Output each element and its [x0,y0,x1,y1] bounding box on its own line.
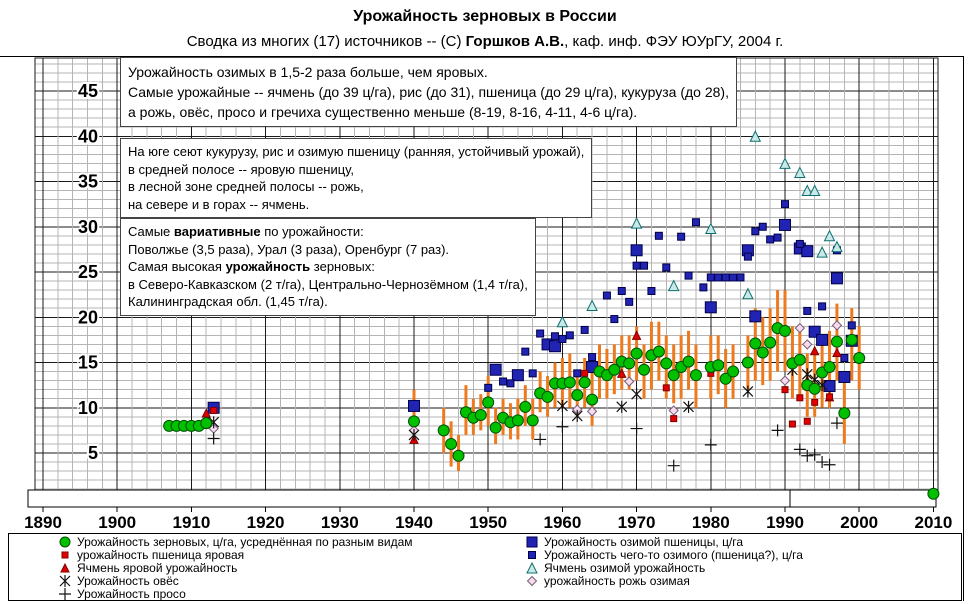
svg-text:10: 10 [77,397,98,418]
svg-text:1890: 1890 [24,513,62,532]
annotation-line: в средней полосе -- яровую пшеницу, [128,161,354,177]
chart-subtitle [0,33,970,50]
svg-text:25: 25 [77,262,98,282]
legend-item [57,562,413,575]
star-marker-icon [57,575,73,587]
annotation-line: На юге сеют кукурузу, рис и озимую пшеницу (ранняя, устойчивый урожай), [128,144,585,159]
annotation-line: Поволжье (3,5 раза), Урал (3 раза), Оренбург (7 раз). [128,241,450,257]
legend-item [57,574,413,587]
square-marker-icon [57,549,73,561]
subtitle-prefix: Сводка из многих (17) источников -- (С) [186,33,466,50]
legend-label: Урожайность просо [77,586,186,601]
svg-text:20: 20 [77,307,98,328]
svg-text:35: 35 [77,171,98,192]
legend-right-column [524,536,803,587]
svg-text:5: 5 [87,443,98,463]
svg-text:1980: 1980 [691,513,730,532]
annotation-box-variability [120,218,536,316]
square-marker-icon [524,536,540,548]
legend-label: Урожайность озимой пшеницы, ц/га [544,535,744,550]
annotation-line: на севере и в горах -- ячмень. [128,196,310,212]
legend-item [57,536,413,549]
legend-item [57,587,413,600]
annotation-line: Калининградская обл. (1,45 т/га). [128,294,328,309]
legend-left-column [57,536,413,600]
annotation-line: Самые вариативные по урожайности: [128,224,364,239]
annotation-line: в лесной зоне средней полосы -- рожь, [128,179,364,194]
legend-item [524,549,803,562]
annotation-box-yield-summary [120,57,737,127]
chart-title: Урожайность зерновых в России [353,8,617,25]
square-marker-icon [524,549,540,561]
svg-text:1960: 1960 [543,513,582,532]
svg-text:1990: 1990 [766,513,804,532]
svg-text:30: 30 [77,216,98,237]
axis-strip [28,490,936,512]
svg-text:45: 45 [77,81,98,101]
svg-text:1930: 1930 [320,513,359,532]
legend-label: Ячмень яровой урожайность [77,561,238,575]
legend-label: Ячмень озимой урожайность [544,561,706,575]
svg-text:2000: 2000 [840,513,879,532]
legend-label: Урожайность зерновых, ц/га, усреднённая по разным видам [77,535,413,550]
annotation-line: а рожь, овёс, просо и гречиха существенно меньше (8-19, 8-16, 4-11, 4-6 ц/га). [128,104,638,120]
svg-text:15: 15 [77,352,98,373]
legend-item [524,574,803,587]
annotation-line: Самая высокая урожайность зерновых: [128,259,375,274]
annotation-box-regions [120,138,592,218]
legend [8,533,962,601]
annotation-line: в Северо-Кавказском (2 т/га), Центрально-Чернозёмном (1,4 т/га), [128,276,528,292]
diamond-marker-icon [524,575,540,587]
legend-label: Урожайность чего-то озимого (пшеница?), ц/га [544,548,803,563]
svg-text:1970: 1970 [617,513,656,532]
series-7 [557,131,842,327]
legend-label: урожайность пшеница яровая [77,548,245,563]
legend-label: Урожайность овёс [77,573,179,588]
legend-item [524,562,803,575]
svg-text:1940: 1940 [395,513,433,532]
header-divider-line [0,56,963,57]
annotation-line: Урожайность озимых в 1,5-2 раза больше, чем яровых. [128,64,488,80]
svg-text:2010: 2010 [914,513,953,532]
annotation-line: Самые урожайные -- ячмень (до 39 ц/га), рис (до 31), пшеница (до 29 ц/га), кукуруза (до 28), [128,84,729,100]
svg-text:1920: 1920 [246,513,285,532]
subtitle-suffix: , каф. инф. ФЭУ ЮУрГУ, 2004 г. [564,33,784,50]
triangle-marker-icon [57,562,73,574]
legend-item [524,536,803,549]
triangle-marker-icon [524,562,540,574]
circle-marker-icon [57,536,73,548]
svg-text:1910: 1910 [172,513,211,532]
subtitle-author: Горшков А.В. [465,33,565,50]
svg-text:1900: 1900 [98,513,137,532]
svg-text:1950: 1950 [469,513,508,532]
svg-text:40: 40 [77,126,98,147]
legend-label: урожайность рожь озимая [544,573,690,588]
plus-marker-icon [57,588,73,600]
legend-item [57,549,413,562]
chart-right-border [963,56,964,601]
